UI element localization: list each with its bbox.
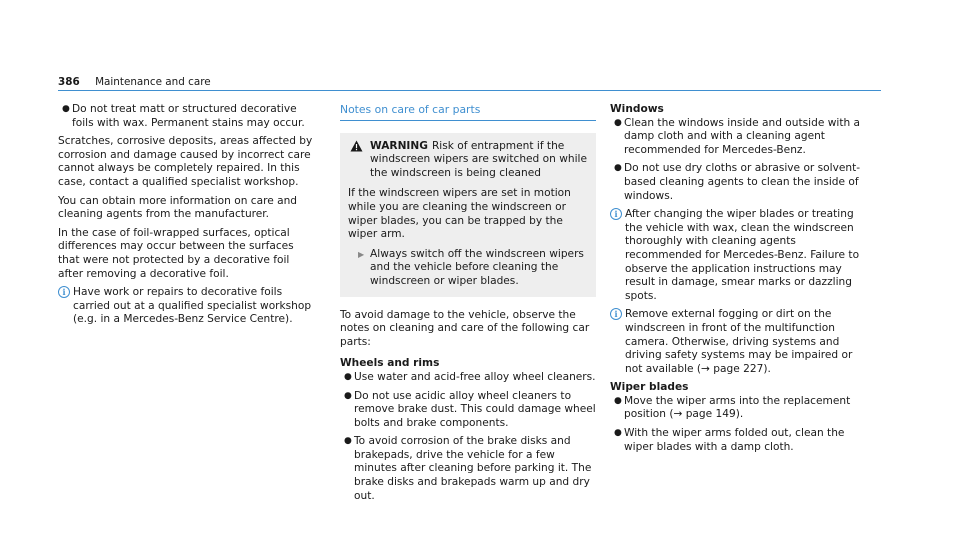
warning-box [340,133,596,297]
info-note [58,286,316,327]
bullet-icon: ● [614,428,622,439]
list-item-text: Do not use acidic alloy wheel cleaners to remove brake dust. This could damage wheel bolts and brake components. [354,389,596,429]
list-item [610,117,872,158]
page-header [58,76,881,88]
subheading-windows: Windows [610,103,664,115]
bullet-icon: ● [614,117,622,128]
list-item [58,103,316,130]
paragraph: In the case of foil-wrapped surfaces, optical differences may occur between the surfaces that were not protected by a decorative foil after removing a decorative foil. [58,226,294,280]
list-item [340,435,596,503]
column-middle [340,103,596,508]
column-left [58,103,316,332]
info-icon: i [58,286,70,298]
bullet-icon: ● [344,371,352,382]
paragraph: Scratches, corrosive deposits, areas affected by corrosion and damage caused by incorrect care cannot always be completely repaired. In this case, contact a qualified specialist workshop. [58,135,313,188]
list-item [610,427,872,454]
column-right [610,103,872,459]
warning-action: Always switch off the windscreen wipers and the vehicle before cleaning the windscreen or wiper blades. [370,247,584,287]
list-item-text: Move the wiper arms into the replacement position (→ page 149). [624,394,851,421]
list-item-text: Use water and acid-free alloy wheel cleaners. [354,370,596,383]
bullet-icon: ● [62,104,70,114]
list-item-text: To avoid corrosion of the brake disks and brakepads, drive the vehicle for a few minutes after cleaning before parking it. The brake disks and brakepads warm up and dry out. [354,435,592,502]
bullet-icon: ● [614,163,622,174]
list-item [340,371,596,385]
subheading-wiper-blades: Wiper blades [610,381,689,394]
info-icon: i [610,208,622,220]
info-note-text: Remove external fogging or dirt on the windscreen in front of the multifunction camera. Otherwise, driving systems and driving safety systems may be impaired or not available (→ page 227). [625,308,853,375]
list-item-text: Do not use dry cloths or abrasive or solvent-based cleaning agents to clean the inside of windows. [624,162,861,202]
bullet-icon: ● [344,390,352,401]
warning-text: Risk of entrapment if the windscreen wipers are switched on while the windscreen is being cleaned [370,139,587,179]
section-title: Maintenance and care [95,76,211,88]
page-number: 386 [58,76,80,88]
paragraph: To avoid damage to the vehicle, observe the notes on cleaning and care of the following car parts: [340,308,590,348]
warning-label: WARNING [370,139,428,152]
bullet-icon: ● [614,395,622,406]
info-icon: i [610,308,622,320]
bullet-icon: ● [344,436,352,447]
section-heading: Notes on care of car parts [340,103,596,121]
list-item-text: Do not treat matt or structured decorative foils with wax. Permanent stains may occur. [72,103,305,129]
list-item-text: With the wiper arms folded out, clean the wiper blades with a damp cloth. [624,427,845,453]
paragraph: You can obtain more information on care and cleaning agents from the manufacturer. [58,194,298,221]
list-item [610,395,872,422]
subheading-wheels: Wheels and rims [340,357,440,370]
list-item-text: Clean the windows inside and outside with a damp cloth and with a cleaning agent recommended for Mercedes-Benz. [624,116,861,156]
info-note [610,208,872,303]
info-note [610,308,872,376]
list-item [340,390,596,431]
info-note-text: Have work or repairs to decorative foils carried out at a qualified specialist workshop (e.g. in a Mercedes-Benz Service Centre). [73,286,312,326]
header-divider [58,90,881,91]
warning-body: If the windscreen wipers are set in motion while you are cleaning the windscreen or wiper blades, you can be trapped by the wiper arm. [348,187,571,241]
arrow-right-icon: ▶ [358,249,365,259]
info-note-text: After changing the wiper blades or treating the vehicle with wax, clean the windscreen thoroughly with cleaning agents recommended for Mercedes-Benz. Failure to observe the application instructions may result in damage, smear marks or dazzling spots. [625,208,860,302]
list-item [610,162,872,203]
warning-triangle-icon [348,140,370,181]
